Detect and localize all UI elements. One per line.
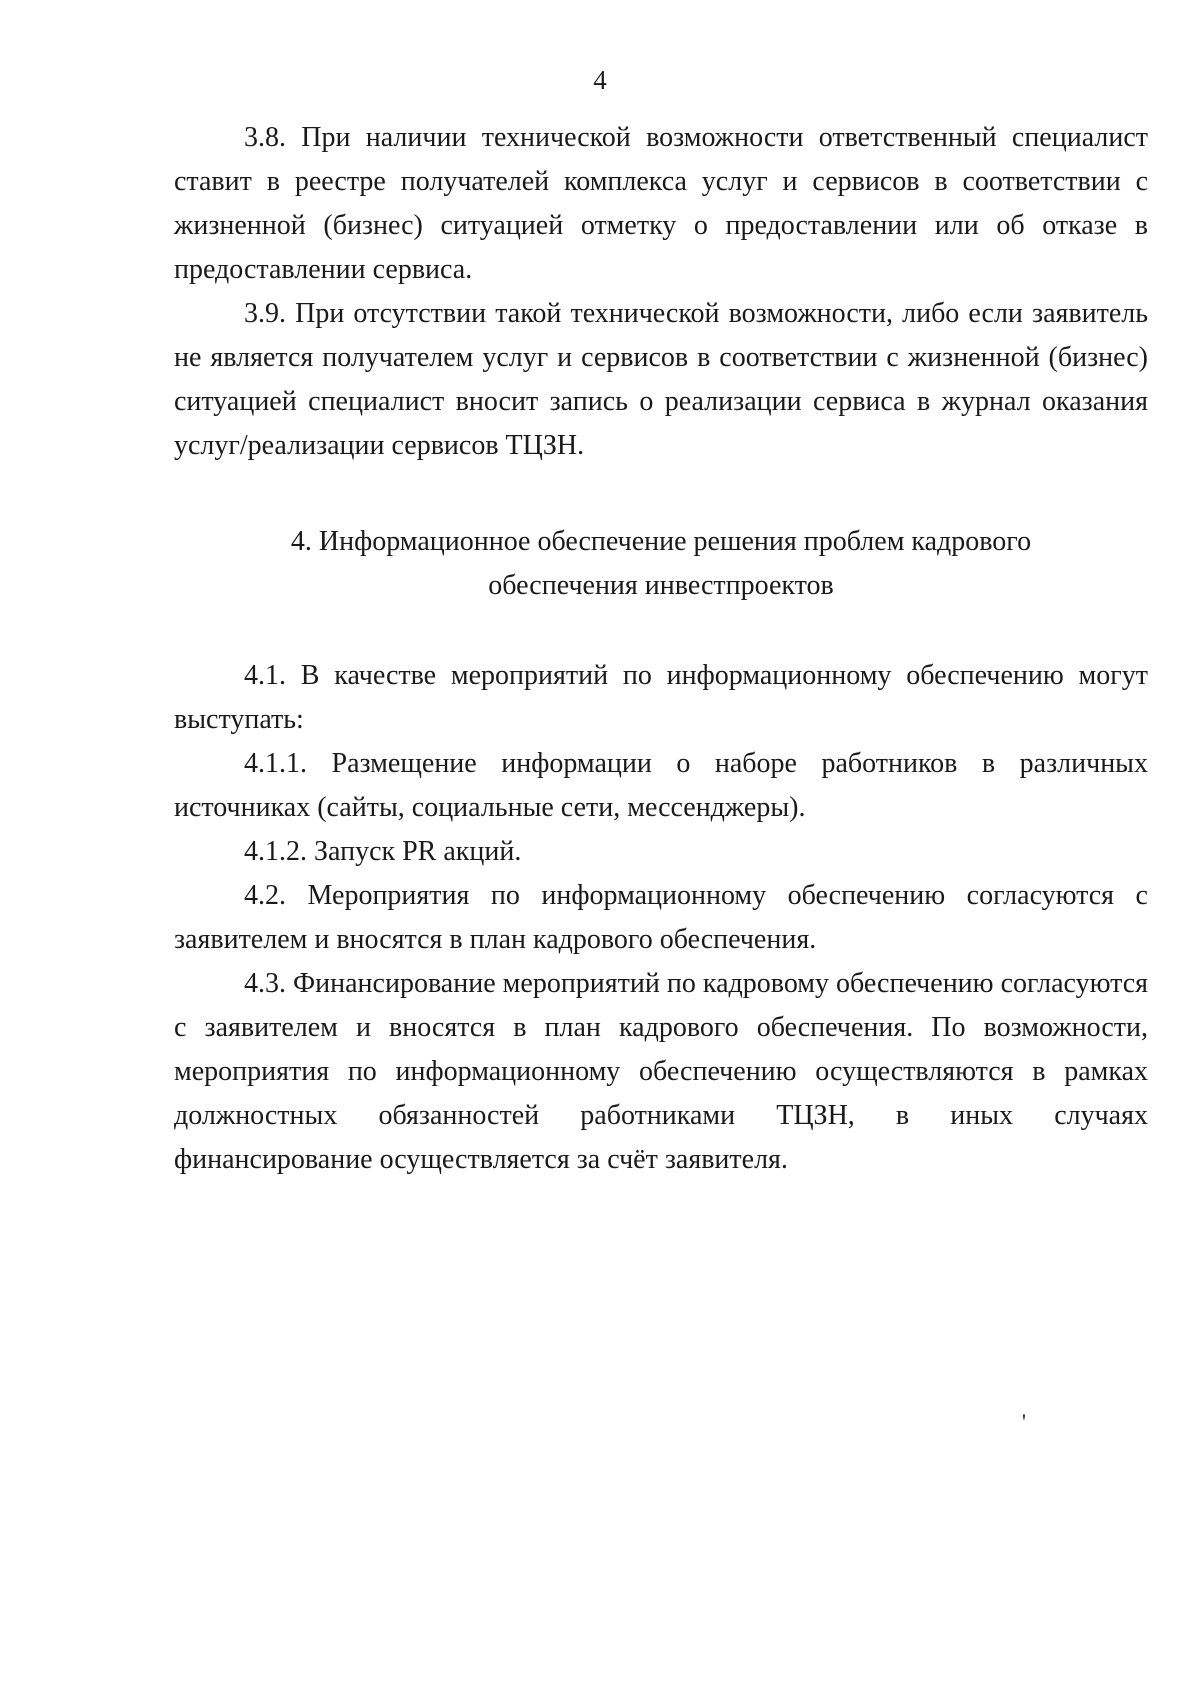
page-number: 4 xyxy=(593,65,607,95)
document-body xyxy=(174,116,1148,1182)
paragraph-4-1-2: 4.1.2. Запуск PR акций. xyxy=(244,836,522,867)
stray-mark: ' xyxy=(1022,1409,1026,1434)
section-4-heading-line-1: 4. Информационное обеспечение решения проблем кадрового xyxy=(290,526,1032,557)
paragraph-4-2: 4.2. Мероприятия по информационному обеспечению согласуются с заявителем и вносятся в план кадрового обеспечения. xyxy=(174,880,1148,955)
section-4-heading xyxy=(174,520,1148,608)
paragraph-4-1-1: 4.1.1. Размещение информации о наборе работников в различных источниках (сайты, социальные сети, мессенджеры). xyxy=(174,748,1148,823)
section-4-heading-line-2: обеспечения инвестпроектов xyxy=(488,570,834,601)
paragraph-3-8: 3.8. При наличии технической возможности ответственный специалист ставит в реестре получателей комплекса услуг и сервисов в соответствии с жизненной (бизнес) ситуацией отметку о предоставлении или об отказе в предоставлении сервиса. xyxy=(174,122,1148,285)
paragraph-4-1: 4.1. В качестве мероприятий по информационному обеспечению могут выступать: xyxy=(174,660,1148,735)
paragraph-4-3: 4.3. Финансирование мероприятий по кадровому обеспечению согласуются с заявителем и вносятся в план кадрового обеспечения. По возможности, мероприятия по информационному обеспечению осуществляются в рамках должностных обязанностей работниками ТЦЗН, в иных случаях финансирование осуществляется за счёт заявителя. xyxy=(174,968,1148,1175)
paragraph-3-9: 3.9. При отсутствии такой технической возможности, либо если заявитель не является получателем услуг и сервисов в соответствии с жизненной (бизнес) ситуацией специалист вносит запись о реализации сервиса в журнал оказания услуг/реализации сервисов ТЦЗН. xyxy=(174,298,1148,461)
section-4-content xyxy=(174,654,1148,1182)
